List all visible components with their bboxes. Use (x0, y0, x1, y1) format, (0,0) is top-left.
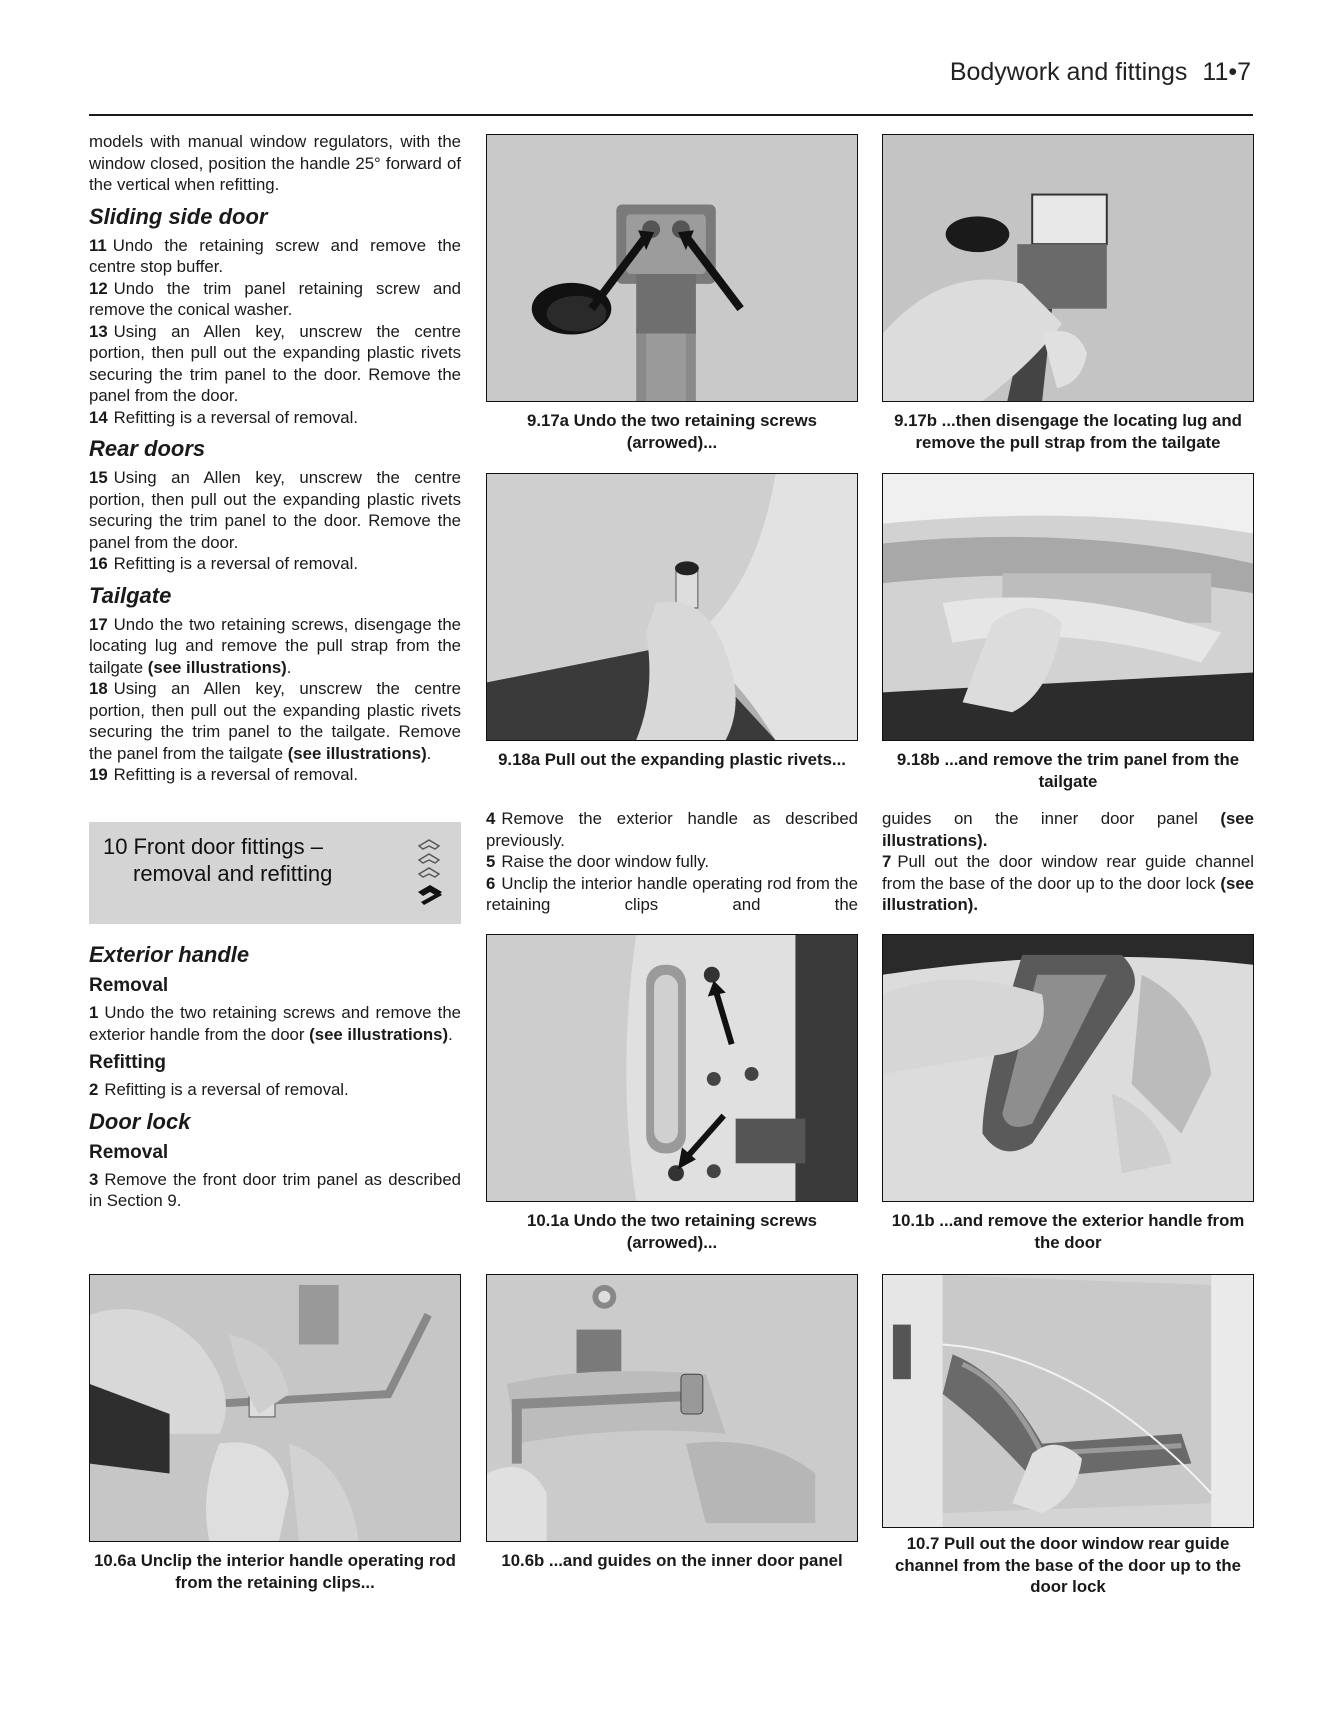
step-11: 11 Undo the retaining screw and remove the centre stop buffer. (89, 235, 461, 276)
step-6: 6 Unclip the interior handle operating rod from the retaining clips and the (486, 873, 858, 914)
difficulty-wrench-icon (415, 836, 449, 908)
column-3-text (882, 808, 1254, 916)
column-1-bottom (89, 934, 461, 1212)
photo-9-17b (882, 134, 1254, 402)
column-1-top (89, 131, 461, 786)
step-5: 5 Raise the door window fully. (486, 852, 710, 871)
photo-10-6a (89, 1274, 461, 1542)
caption-9-17b: 9.17b ...then disengage the locating lug and remove the pull strap from the tailgate (894, 411, 1242, 452)
caption-10-6b: 10.6b ...and guides on the inner door panel (501, 1551, 843, 1570)
column-2-text (486, 808, 858, 916)
step-14: 14 Refitting is a reversal of removal. (89, 407, 359, 427)
photo-10-1a (486, 934, 858, 1202)
section-10-title: 10 Front door fittings – (103, 834, 324, 859)
caption-10-7: 10.7 Pull out the door window rear guide channel from the base of the door up to the door lock (895, 1534, 1241, 1596)
page-header (950, 58, 1251, 87)
step-16: 16 Refitting is a reversal of removal. (89, 554, 359, 573)
subheading-refitting: Refitting (89, 1052, 167, 1073)
heading-door-lock: Door lock (89, 1108, 191, 1134)
step-12: 12 Undo the trim panel retaining screw and remove the conical washer. (89, 278, 461, 319)
page-number: 11•7 (1202, 58, 1251, 86)
caption-10-1b: 10.1b ...and remove the exterior handle from the door (891, 1211, 1245, 1252)
step-18: 18 Using an Allen key, unscrew the centre portion, then pull out the expanding plastic rivets securing the trim panel to the tailgate. Remove the panel from the tailgate (see illustrations). (89, 679, 461, 763)
heading-sliding-side-door: Sliding side door (89, 203, 268, 229)
subheading-removal-2: Removal (89, 1141, 169, 1163)
step-17: 17 Undo the two retaining screws, disengage the locating lug and remove the pull strap from the tailgate (see illustrations). (89, 614, 461, 677)
caption-9-18b: 9.18b ...and remove the trim panel from the tailgate (896, 750, 1240, 791)
header-rule (89, 114, 1253, 116)
section-10-heading-box (89, 822, 461, 924)
photo-10-6b (486, 1274, 858, 1542)
step-15: 15 Using an Allen key, unscrew the centre portion, then pull out the expanding plastic rivets securing the trim panel to the door. Remove the panel from the door. (89, 468, 461, 552)
step-1: 1 Undo the two retaining screws and remove the exterior handle from the door (see illustrations). (89, 1003, 461, 1044)
caption-9-17a: 9.17a Undo the two retaining screws (arrowed)... (526, 411, 818, 452)
step-3: 3 Remove the front door trim panel as described in Section 9. (89, 1169, 461, 1210)
caption-10-6a: 10.6a Unclip the interior handle operating rod from the retaining clips... (94, 1551, 456, 1592)
section-10-subtitle: removal and refitting (133, 861, 333, 886)
intro-paragraph: models with manual window regulators, with the window closed, position the handle 25° forward of the vertical when refitting. (89, 132, 461, 194)
subheading-removal-1: Removal (89, 975, 169, 996)
photo-9-17a (486, 134, 858, 402)
heading-rear-doors: Rear doors (89, 436, 206, 461)
header-title: Bodywork and fittings (949, 58, 1188, 86)
heading-tailgate: Tailgate (89, 582, 172, 608)
photo-9-18b (882, 473, 1254, 741)
step-13: 13 Using an Allen key, unscrew the centre portion, then pull out the expanding plastic rivets securing the trim panel to the door. Remove the panel from the door. (89, 321, 461, 405)
caption-10-1a: 10.1a Undo the two retaining screws (arrowed)... (526, 1211, 818, 1252)
photo-10-7 (882, 1274, 1254, 1528)
step-19: 19 Refitting is a reversal of removal. (89, 765, 359, 784)
step-7: 7 Pull out the door window rear guide channel from the base of the door up to the door lock (see illustration). (882, 852, 1254, 914)
caption-9-18a: 9.18a Pull out the expanding plastic rivets... (498, 750, 846, 769)
heading-exterior-handle: Exterior handle (89, 942, 250, 967)
step-2: 2 Refitting is a reversal of removal. (89, 1080, 349, 1099)
step-4: 4 Remove the exterior handle as described previously. (486, 809, 858, 850)
photo-10-1b (882, 934, 1254, 1202)
photo-9-18a (486, 473, 858, 741)
step-6-continued: guides on the inner door panel (see illustrations). (882, 809, 1254, 850)
